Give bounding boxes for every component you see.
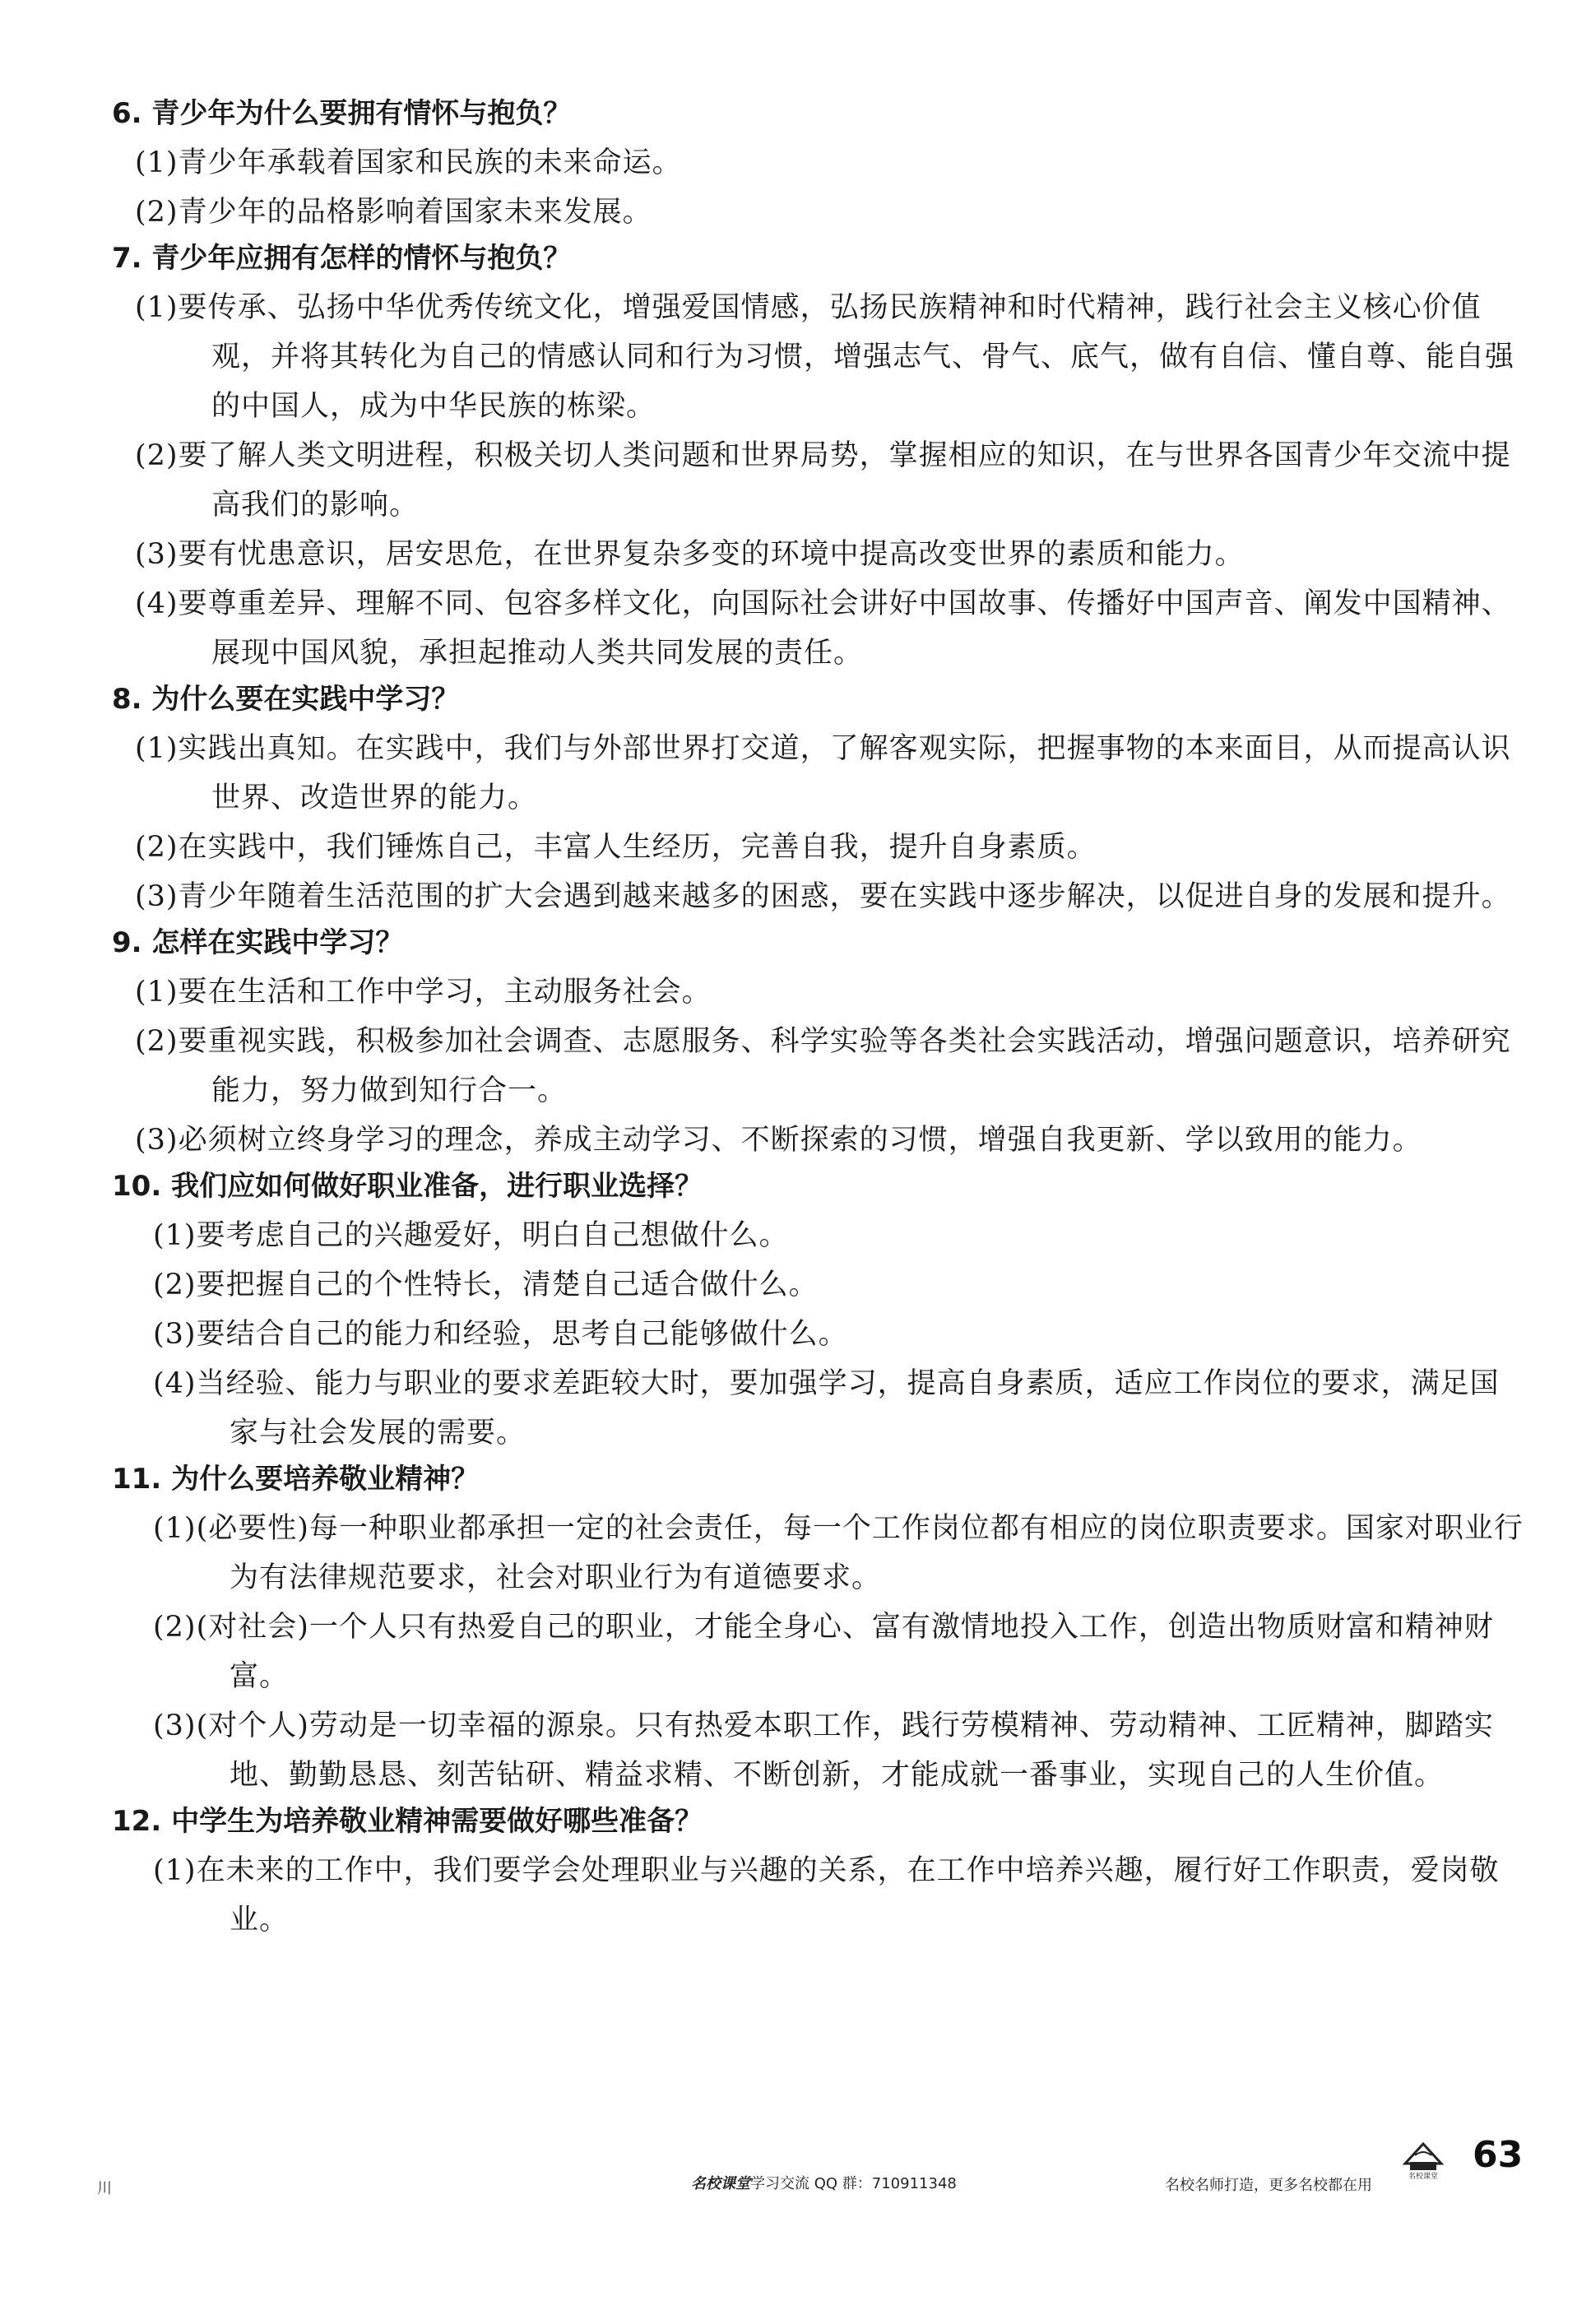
footer-group-text: 学习交流 QQ 群：710911348 (750, 2175, 957, 2192)
answer-item: (2)青少年的品格影响着国家未来发展。 (135, 196, 652, 229)
qa-content (112, 92, 1527, 1945)
answer-item: (2)要了解人类文明进程，积极关切人类问题和世界局势，掌握相应的知识，在与世界各国青少年交流中提高我们的影响。 (135, 439, 1511, 522)
answer-item: (1)要在生活和工作中学习，主动服务社会。 (135, 976, 712, 1009)
answer-item: (1)青少年承载着国家和民族的未来命运。 (135, 146, 682, 179)
answer-item: (4)当经验、能力与职业的要求差距较大时，要加强学习，提高自身素质，适应工作岗位的要求，满足国家与社会发展的需要。 (153, 1367, 1500, 1450)
answer-item: (3)必须树立终身学习的理念，养成主动学习、不断探索的习惯，增强自我更新、学以致用的能力。 (135, 1124, 1422, 1157)
footer-slogan: 名校名师打造，更多名校都在用 (1165, 2177, 1372, 2194)
question-10 (112, 1165, 1527, 1458)
question-8 (112, 678, 1527, 921)
answer-item: (3)要有忧患意识，居安思危，在世界复杂多变的环境中提高改变世界的素质和能力。 (135, 538, 1245, 571)
answer-item: (2)要重视实践，积极参加社会调查、志愿服务、科学实验等各类社会实践活动，增强问题意识，培养研究能力，努力做到知行合一。 (135, 1025, 1511, 1107)
question-title: 12. 中学生为培养敬业精神需要做好哪些准备？ (112, 1805, 703, 1838)
question-6 (112, 92, 1527, 237)
question-title: 10. 我们应如何做好职业准备，进行职业选择？ (112, 1170, 703, 1203)
publisher-logo-icon (1399, 2131, 1448, 2180)
question-7 (112, 237, 1527, 678)
answer-item: (3)要结合自己的能力和经验，思考自己能够做什么。 (153, 1318, 848, 1351)
answer-item: (3)青少年随着生活范围的扩大会遇到越来越多的困惑，要在实践中逐步解决，以促进自身的发展和提升。 (135, 880, 1511, 913)
svg-text:名校课堂: 名校课堂 (1408, 2173, 1439, 2180)
footer-left-mark: 川 (97, 2180, 112, 2197)
answer-item: (4)要尊重差异、理解不同、包容多样文化，向国际社会讲好中国故事、传播好中国声音、阐发中国精神、展现中国风貌，承担起推动人类共同发展的责任。 (135, 587, 1511, 670)
page-footer (0, 2154, 1591, 2203)
question-9 (112, 921, 1527, 1165)
answer-item: (2)在实践中，我们锤炼自己，丰富人生经历，完善自我，提升自身素质。 (135, 831, 1097, 864)
question-title: 11. 为什么要培养敬业精神？ (112, 1463, 480, 1496)
answer-item: (1)要考虑自己的兴趣爱好，明白自己想做什么。 (153, 1219, 789, 1252)
question-title: 9. 怎样在实践中学习？ (112, 926, 404, 959)
question-title: 7. 青少年应拥有怎样的情怀与抱负？ (112, 242, 572, 275)
answer-item: (3)(对个人)劳动是一切幸福的源泉。只有热爱本职工作，践行劳模精神、劳动精神、工匠精神，脚踏实地、勤勤恳恳、刻苦钻研、精益求精、不断创新，才能成就一番事业，实现自己的人生价值。 (153, 1709, 1494, 1792)
question-title: 8. 为什么要在实践中学习？ (112, 683, 460, 716)
answer-item: (2)(对社会)一个人只有热爱自己的职业，才能全身心、富有激情地投入工作，创造出物质财富和精神财富。 (153, 1611, 1494, 1693)
answer-item: (1)(必要性)每一种职业都承担一定的社会责任，每一个工作岗位都有相应的岗位职责要求。国家对职业行为有法律规范要求，社会对职业行为有道德要求。 (153, 1512, 1524, 1594)
footer-brand: 名校课堂 (691, 2175, 750, 2192)
answer-item: (2)要把握自己的个性特长，清楚自己适合做什么。 (153, 1269, 819, 1301)
page-number: 63 (1473, 2134, 1524, 2176)
answer-item: (1)在未来的工作中，我们要学会处理职业与兴趣的关系，在工作中培养兴趣，履行好工作职责，爱岗敬业。 (153, 1854, 1500, 1937)
question-11 (112, 1458, 1527, 1800)
answer-item: (1)实践出真知。在实践中，我们与外部世界打交道，了解客观实际，把握事物的本来面目，从而提高认识世界、改造世界的能力。 (135, 732, 1511, 814)
answer-item: (1)要传承、弘扬中华优秀传统文化，增强爱国情感，弘扬民族精神和时代精神，践行社会主义核心价值观，并将其转化为自己的情感认同和行为习惯，增强志气、骨气、底气，做有自信、懂自尊、能自强的中国人，成为中华民族的栋梁。 (135, 291, 1515, 423)
question-title: 6. 青少年为什么要拥有情怀与抱负？ (112, 97, 572, 130)
footer-group-info (691, 2172, 957, 2193)
question-12 (112, 1800, 1527, 1945)
